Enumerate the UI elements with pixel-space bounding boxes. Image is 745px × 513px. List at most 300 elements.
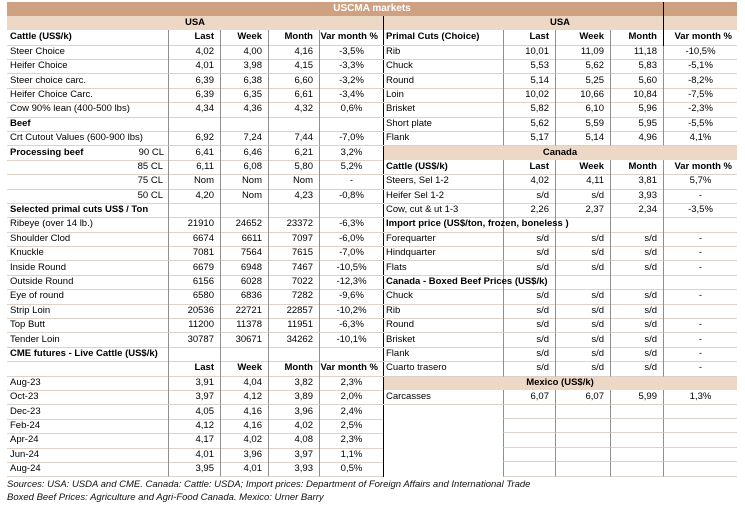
var-cell: 4,1%: [663, 131, 737, 146]
table-row: [383, 261, 737, 275]
week-cell: 10,66: [555, 88, 610, 103]
last-cell: 6,92: [168, 131, 220, 146]
row-label: Rib: [383, 304, 503, 319]
row-label: Processing beef: [10, 146, 84, 158]
var-cell: [663, 304, 737, 319]
var-cell: -: [663, 261, 737, 276]
left-table: [7, 16, 383, 477]
var-cell: -6,3%: [319, 318, 383, 333]
week-cell: s/d: [555, 304, 610, 319]
table-row: [7, 448, 383, 462]
month-cell: s/d: [610, 304, 663, 319]
var-cell: -10,5%: [319, 261, 383, 276]
week-cell: [555, 433, 610, 447]
week-cell: 4,16: [220, 419, 268, 434]
var-cell: -: [663, 318, 737, 333]
table-row: [7, 347, 383, 361]
region-band: USA: [7, 16, 383, 30]
week-cell: 4,36: [220, 102, 268, 117]
month-cell: 4,23: [268, 189, 319, 204]
last-cell: s/d: [503, 289, 555, 304]
week-cell: Nom: [220, 174, 268, 189]
last-cell: 21910: [168, 217, 220, 232]
last-cell: s/d: [503, 333, 555, 348]
row-label: Cow, cut & ut 1-3: [383, 203, 503, 218]
row-label: Cattle (US$/k): [7, 30, 168, 45]
row-label: 50 CL: [7, 189, 168, 204]
last-cell: [503, 419, 555, 433]
month-cell: [610, 217, 663, 232]
month-cell: 3,96: [268, 405, 319, 420]
row-label: Steer choice carc.: [7, 74, 168, 89]
week-cell: 6,38: [220, 74, 268, 89]
table-row: [383, 117, 737, 131]
week-cell: [220, 117, 268, 132]
table-row: [7, 117, 383, 131]
month-cell: 3,93: [610, 189, 663, 204]
month-cell: 3,97: [268, 448, 319, 463]
last-cell: Nom: [168, 174, 220, 189]
month-cell: 2,34: [610, 203, 663, 218]
var-cell: -8,2%: [663, 74, 737, 89]
region-band: Canada: [383, 146, 737, 160]
week-cell: s/d: [555, 261, 610, 276]
var-cell: -: [663, 232, 737, 247]
last-cell: 4,12: [168, 419, 220, 434]
week-cell: 4,02: [220, 433, 268, 448]
table-row: [7, 74, 383, 88]
last-cell: 5,17: [503, 131, 555, 146]
month-cell: s/d: [610, 361, 663, 376]
var-column-divider: [663, 2, 664, 46]
right-table: [383, 16, 737, 477]
week-cell: Week: [220, 30, 268, 45]
row-label: Cow 90% lean (400-500 lbs): [7, 102, 168, 117]
table-row: [383, 448, 737, 462]
week-cell: 4,11: [555, 174, 610, 189]
row-label: Feb-24: [7, 419, 168, 434]
row-label: Jun-24: [7, 448, 168, 463]
month-cell: 5,83: [610, 59, 663, 74]
row-label: Top Butt: [7, 318, 168, 333]
row-label: Steers, Sel 1-2: [383, 174, 503, 189]
week-cell: 6,08: [220, 160, 268, 175]
last-cell: [503, 433, 555, 447]
table-row: [383, 174, 737, 188]
week-cell: 6,10: [555, 102, 610, 117]
month-cell: Month: [268, 361, 319, 376]
week-cell: [555, 405, 610, 419]
last-cell: 6674: [168, 232, 220, 247]
week-cell: [555, 462, 610, 476]
var-cell: [663, 462, 737, 476]
var-cell: -3,2%: [319, 74, 383, 89]
var-cell: -10,5%: [663, 45, 737, 60]
last-cell: 11200: [168, 318, 220, 333]
var-cell: -2,3%: [663, 102, 737, 117]
row-label: CME futures - Live Cattle (US$/k): [7, 347, 168, 362]
week-cell: 5,25: [555, 74, 610, 89]
month-cell: 7,44: [268, 131, 319, 146]
row-label: Shoulder Clod: [7, 232, 168, 247]
last-cell: 5,82: [503, 102, 555, 117]
var-cell: [663, 433, 737, 447]
var-cell: 3,2%: [319, 146, 383, 161]
row-label: Chuck: [383, 59, 503, 74]
table-row: [383, 59, 737, 73]
week-cell: s/d: [555, 347, 610, 362]
row-label: Cattle (US$/k): [383, 160, 503, 175]
last-cell: 2,26: [503, 203, 555, 218]
week-cell: 24652: [220, 217, 268, 232]
table-row: [383, 419, 737, 433]
week-cell: Week: [555, 160, 610, 175]
last-cell: Last: [503, 30, 555, 45]
month-cell: 34262: [268, 333, 319, 348]
month-cell: Month: [268, 30, 319, 45]
last-cell: 10,02: [503, 88, 555, 103]
month-cell: 5,80: [268, 160, 319, 175]
last-cell: 4,01: [168, 448, 220, 463]
week-cell: 7,24: [220, 131, 268, 146]
table-row: [383, 189, 737, 203]
table-row: [7, 275, 383, 289]
var-cell: 2,3%: [319, 433, 383, 448]
row-label: Inside Round: [7, 261, 168, 276]
sources-line-1: Sources: USA: USDA and CME. Canada: Cattle: USDA; Import prices: Department of Foreign Affairs and International Trade: [7, 479, 531, 490]
last-cell: s/d: [503, 246, 555, 261]
last-cell: 5,62: [503, 117, 555, 132]
last-cell: s/d: [503, 189, 555, 204]
month-cell: [610, 462, 663, 476]
month-cell: 7615: [268, 246, 319, 261]
row-label: Ribeye (over 14 lb.): [7, 217, 168, 232]
week-cell: 5,14: [555, 131, 610, 146]
month-cell: 6,61: [268, 88, 319, 103]
last-cell: 6679: [168, 261, 220, 276]
table-row: [383, 318, 737, 332]
month-cell: 4,15: [268, 59, 319, 74]
row-label: Knuckle: [7, 246, 168, 261]
week-cell: Week: [220, 361, 268, 376]
last-cell: 20536: [168, 304, 220, 319]
month-cell: 4,08: [268, 433, 319, 448]
month-cell: 22857: [268, 304, 319, 319]
week-cell: s/d: [555, 318, 610, 333]
last-cell: 4,02: [503, 174, 555, 189]
row-label: Brisket: [383, 102, 503, 117]
var-cell: 5,7%: [663, 174, 737, 189]
week-cell: [220, 203, 268, 218]
month-cell: 7282: [268, 289, 319, 304]
last-cell: 6,39: [168, 74, 220, 89]
table-row: [7, 318, 383, 332]
row-label: Round: [383, 318, 503, 333]
var-cell: -3,3%: [319, 59, 383, 74]
week-cell: Nom: [220, 189, 268, 204]
row-label: Strip Loin: [7, 304, 168, 319]
month-cell: 6,21: [268, 146, 319, 161]
last-cell: [503, 448, 555, 462]
last-cell: s/d: [503, 261, 555, 276]
last-cell: s/d: [503, 318, 555, 333]
week-cell: 4,00: [220, 45, 268, 60]
week-cell: 6,07: [555, 390, 610, 405]
row-label: Selected primal cuts US$ / Ton: [7, 203, 168, 218]
last-cell: [503, 462, 555, 476]
week-cell: 4,16: [220, 405, 268, 420]
table-row: [7, 304, 383, 318]
week-cell: s/d: [555, 246, 610, 261]
var-cell: [663, 217, 737, 232]
table-row: [7, 30, 383, 44]
row-label: Crt Cutout Values (600-900 lbs): [7, 131, 168, 146]
row-label: Import price (US$/ton, frozen, boneless ): [383, 217, 503, 232]
table-row: [383, 246, 737, 260]
last-cell: 10,01: [503, 45, 555, 60]
row-label: Steer Choice: [7, 45, 168, 60]
var-cell: -7,5%: [663, 88, 737, 103]
week-cell: 6028: [220, 275, 268, 290]
table-row: [383, 333, 737, 347]
week-cell: s/d: [555, 289, 610, 304]
table-row: [7, 361, 383, 375]
var-cell: -7,0%: [319, 131, 383, 146]
row-label: [383, 433, 503, 447]
last-cell: 6580: [168, 289, 220, 304]
var-cell: 0,6%: [319, 102, 383, 117]
var-cell: [663, 448, 737, 462]
month-cell: 10,84: [610, 88, 663, 103]
month-cell: 3,82: [268, 376, 319, 391]
table-row: [7, 174, 383, 188]
var-cell: [319, 347, 383, 362]
month-cell: 11,18: [610, 45, 663, 60]
row-label: Heifer Choice: [7, 59, 168, 74]
var-cell: Var month %: [663, 30, 737, 45]
row-label: Rib: [383, 45, 503, 60]
table-row: [383, 30, 737, 44]
table-row: [383, 275, 737, 289]
row-label: Chuck: [383, 289, 503, 304]
last-cell: 3,91: [168, 376, 220, 391]
var-cell: -12,3%: [319, 275, 383, 290]
var-cell: -9,6%: [319, 289, 383, 304]
last-cell: 4,17: [168, 433, 220, 448]
table-row: [7, 217, 383, 231]
week-cell: 2,37: [555, 203, 610, 218]
table-row: [7, 102, 383, 116]
month-cell: [268, 203, 319, 218]
week-cell: 6,46: [220, 146, 268, 161]
var-cell: -3,5%: [319, 45, 383, 60]
month-cell: Nom: [268, 174, 319, 189]
table-row: [383, 405, 737, 419]
month-cell: s/d: [610, 333, 663, 348]
row-label: Short plate: [383, 117, 503, 132]
month-cell: Month: [610, 30, 663, 45]
month-cell: 3,93: [268, 462, 319, 477]
row-label: Heifer Choice Carc.: [7, 88, 168, 103]
last-cell: 6,07: [503, 390, 555, 405]
week-cell: 6,35: [220, 88, 268, 103]
report-title-banner: USCMA markets: [7, 2, 737, 16]
month-cell: [610, 433, 663, 447]
var-cell: -5,5%: [663, 117, 737, 132]
week-cell: [555, 448, 610, 462]
week-cell: s/d: [555, 361, 610, 376]
table-row: [383, 347, 737, 361]
last-cell: Last: [168, 361, 220, 376]
var-cell: Var month %: [319, 361, 383, 376]
var-cell: [663, 405, 737, 419]
week-cell: s/d: [555, 333, 610, 348]
row-label: 75 CL: [7, 174, 168, 189]
week-cell: 5,59: [555, 117, 610, 132]
row-label: Oct-23: [7, 390, 168, 405]
row-label: 85 CL: [7, 160, 168, 175]
table-row: [7, 59, 383, 73]
table-row: [7, 261, 383, 275]
week-cell: 22721: [220, 304, 268, 319]
month-cell: s/d: [610, 289, 663, 304]
var-cell: -3,4%: [319, 88, 383, 103]
month-cell: [268, 117, 319, 132]
month-cell: 3,89: [268, 390, 319, 405]
row-label: [383, 448, 503, 462]
last-cell: s/d: [503, 347, 555, 362]
table-row: [383, 390, 737, 404]
week-cell: 6611: [220, 232, 268, 247]
month-cell: Month: [610, 160, 663, 175]
var-cell: Var month %: [663, 160, 737, 175]
row-label: [383, 462, 503, 476]
row-label: Aug-24: [7, 462, 168, 477]
month-cell: 5,60: [610, 74, 663, 89]
week-cell: s/d: [555, 189, 610, 204]
table-row: [7, 45, 383, 59]
month-cell: 5,95: [610, 117, 663, 132]
week-cell: 5,62: [555, 59, 610, 74]
table-row: [383, 289, 737, 303]
week-cell: 6836: [220, 289, 268, 304]
row-label: Primal Cuts (Choice): [383, 30, 503, 45]
row-label: [7, 361, 168, 376]
table-row: [383, 74, 737, 88]
month-cell: 7467: [268, 261, 319, 276]
week-cell: 6948: [220, 261, 268, 276]
week-cell: 3,96: [220, 448, 268, 463]
month-cell: 23372: [268, 217, 319, 232]
month-cell: 6,60: [268, 74, 319, 89]
var-cell: 5,2%: [319, 160, 383, 175]
row-label: Dec-23: [7, 405, 168, 420]
row-label: Carcasses: [383, 390, 503, 405]
week-cell: [220, 347, 268, 362]
month-cell: [610, 405, 663, 419]
table-row: [7, 405, 383, 419]
row-label: Aug-23: [7, 376, 168, 391]
table-row: [7, 246, 383, 260]
month-cell: 5,96: [610, 102, 663, 117]
month-cell: s/d: [610, 261, 663, 276]
table-row: [7, 462, 383, 476]
month-cell: 7097: [268, 232, 319, 247]
table-row: [383, 304, 737, 318]
var-cell: 0,5%: [319, 462, 383, 477]
month-cell: 4,02: [268, 419, 319, 434]
table-row: [7, 146, 383, 160]
region-band: Mexico (US$/k): [383, 376, 737, 390]
var-cell: -0,8%: [319, 189, 383, 204]
var-cell: 2,0%: [319, 390, 383, 405]
week-cell: 30671: [220, 333, 268, 348]
last-cell: 4,02: [168, 45, 220, 60]
row-label: Beef: [7, 117, 168, 132]
month-cell: 5,99: [610, 390, 663, 405]
last-cell: 6,39: [168, 88, 220, 103]
var-cell: -7,0%: [319, 246, 383, 261]
table-row: [7, 376, 383, 390]
var-cell: -: [663, 246, 737, 261]
table-row: [7, 88, 383, 102]
row-label: [7, 146, 168, 161]
var-cell: -10,2%: [319, 304, 383, 319]
last-cell: s/d: [503, 304, 555, 319]
last-cell: [168, 117, 220, 132]
last-cell: 7081: [168, 246, 220, 261]
table-row: [7, 333, 383, 347]
table-row: [383, 462, 737, 476]
row-label: Hindquarter: [383, 246, 503, 261]
table-row: [383, 433, 737, 447]
var-cell: -10,1%: [319, 333, 383, 348]
var-cell: -: [319, 174, 383, 189]
month-cell: [610, 275, 663, 290]
week-cell: 3,98: [220, 59, 268, 74]
last-cell: 6,41: [168, 146, 220, 161]
row-label: Cuarto trasero: [383, 361, 503, 376]
month-cell: 4,16: [268, 45, 319, 60]
row-label: Forequarter: [383, 232, 503, 247]
row-label: Tender Loin: [7, 333, 168, 348]
region-band: USA: [383, 16, 737, 30]
row-label: Outside Round: [7, 275, 168, 290]
table-row: [7, 131, 383, 145]
week-cell: [555, 419, 610, 433]
month-cell: s/d: [610, 232, 663, 247]
table-row: [7, 433, 383, 447]
var-cell: -: [663, 189, 737, 204]
var-cell: 2,5%: [319, 419, 383, 434]
last-cell: s/d: [503, 232, 555, 247]
table-row: [7, 289, 383, 303]
last-cell: 5,14: [503, 74, 555, 89]
var-cell: -: [663, 289, 737, 304]
var-cell: [663, 419, 737, 433]
table-row: [383, 102, 737, 116]
week-cell: 11,09: [555, 45, 610, 60]
month-cell: [610, 419, 663, 433]
week-cell: 4,04: [220, 376, 268, 391]
var-cell: 1,3%: [663, 390, 737, 405]
last-cell: 6156: [168, 275, 220, 290]
table-row: [7, 189, 383, 203]
table-row: [7, 419, 383, 433]
month-cell: s/d: [610, 347, 663, 362]
var-cell: -3,5%: [663, 203, 737, 218]
row-label: Flats: [383, 261, 503, 276]
